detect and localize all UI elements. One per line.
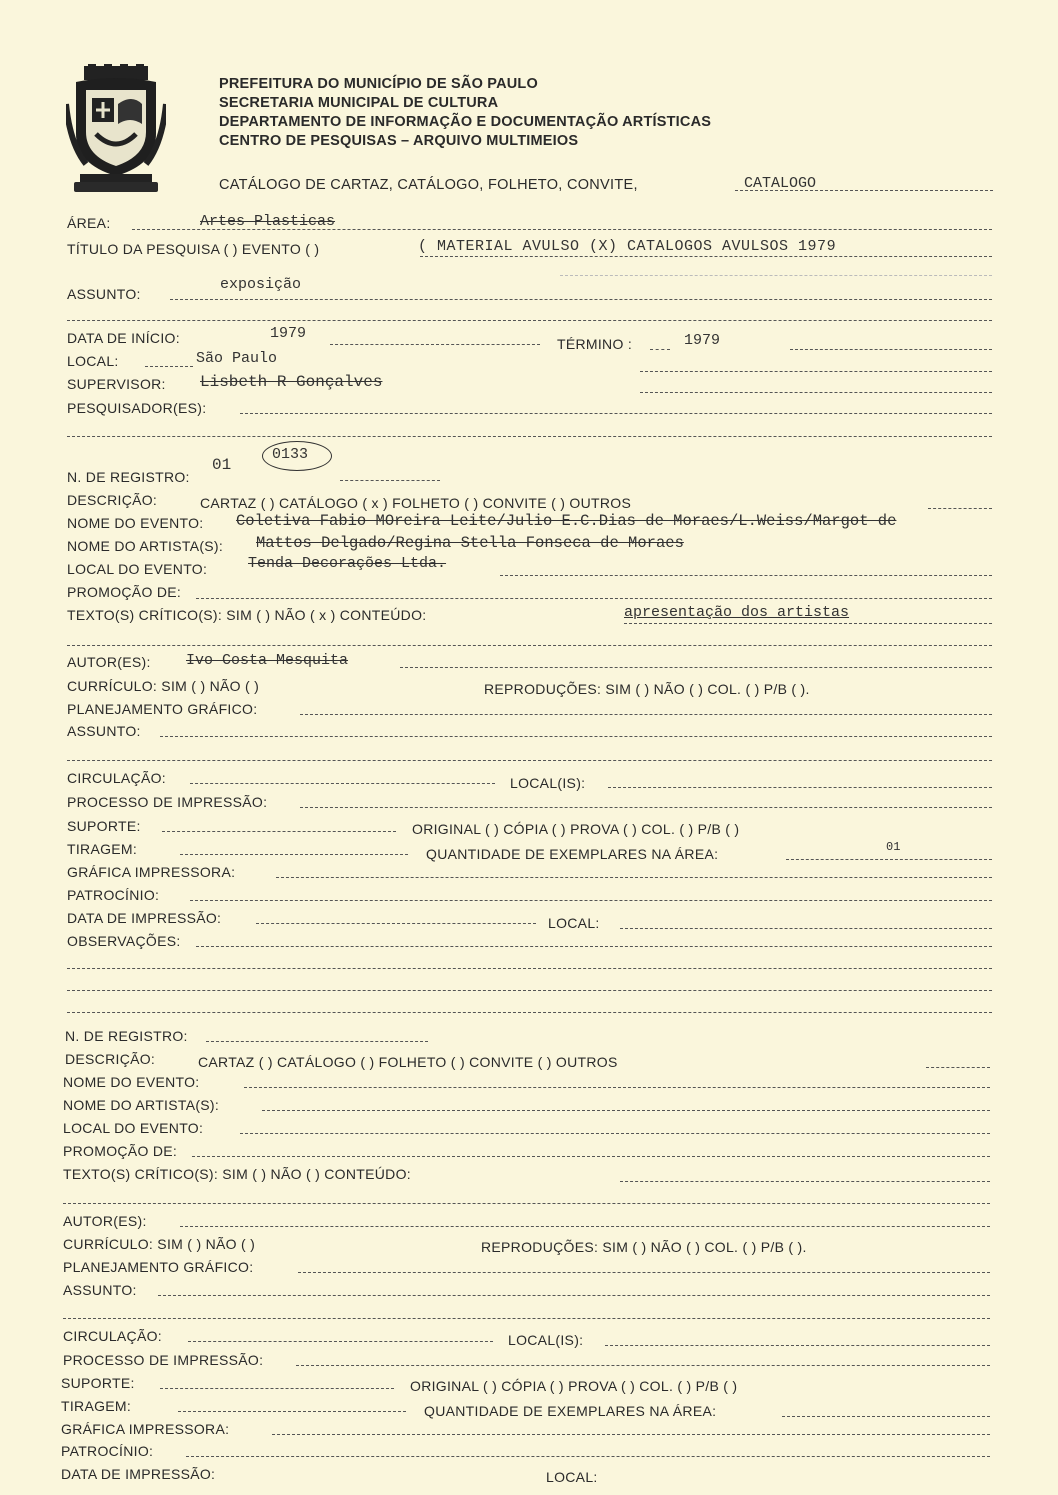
registro2-label: N. DE REGISTRO:: [65, 1028, 188, 1044]
termino-value: 1979: [684, 332, 721, 349]
promocao2-label: PROMOÇÃO DE:: [63, 1143, 178, 1159]
registro-label: N. DE REGISTRO:: [67, 469, 190, 485]
data-impressao2-label: DATA DE IMPRESSÃO:: [61, 1466, 216, 1482]
processo2-label: PROCESSO DE IMPRESSÃO:: [63, 1352, 264, 1368]
supervisor-value: Lisbeth R Gonçalves: [200, 373, 383, 391]
texto-critico2-label: TEXTO(S) CRÍTICO(S): SIM ( ) NÃO ( ) CONTEÚDO:: [63, 1166, 411, 1182]
quantidade-value: 01: [886, 840, 901, 854]
quantidade-label: QUANTIDADE DE EXEMPLARES NA ÁREA:: [426, 846, 719, 862]
area-label: ÁREA:: [67, 215, 111, 231]
suporte-options: ORIGINAL ( ) CÓPIA ( ) PROVA ( ) COL. ( ) P/B ( ): [412, 821, 740, 837]
catalog-label: CATÁLOGO DE CARTAZ, CATÁLOGO, FOLHETO, CONVITE,: [219, 177, 638, 193]
local-impressao2-label: LOCAL:: [546, 1469, 598, 1485]
assunto-label: ASSUNTO:: [67, 723, 141, 739]
evento2-label: NOME DO EVENTO:: [63, 1074, 200, 1090]
promocao-label: PROMOÇÃO DE:: [67, 584, 182, 600]
locais-label: LOCAL(IS):: [510, 775, 586, 791]
assunto-label: ASSUNTO:: [67, 286, 141, 302]
artista-label: NOME DO ARTISTA(S):: [67, 538, 224, 554]
area-value: Artes Plasticas: [200, 213, 336, 230]
descricao-options: CARTAZ ( ) CATÁLOGO ( x ) FOLHETO ( ) CONVITE ( ) OUTROS: [200, 495, 632, 511]
local-impressao-label: LOCAL:: [548, 915, 600, 931]
supervisor-label: SUPERVISOR:: [67, 376, 166, 392]
descricao2-label: DESCRIÇÃO:: [65, 1051, 156, 1067]
data-impressao-label: DATA DE IMPRESSÃO:: [67, 910, 222, 926]
header-block: [219, 75, 711, 151]
evento-label: NOME DO EVENTO:: [67, 515, 204, 531]
local-evento2-label: LOCAL DO EVENTO:: [63, 1120, 204, 1136]
local-label: LOCAL:: [67, 353, 119, 369]
tiragem2-label: TIRAGEM:: [61, 1398, 132, 1414]
descricao2-options: CARTAZ ( ) CATÁLOGO ( ) FOLHETO ( ) CONVITE ( ) OUTROS: [198, 1054, 618, 1070]
observacoes-label: OBSERVAÇÕES:: [67, 933, 181, 949]
registro-number: 0133: [272, 446, 309, 463]
locais2-label: LOCAL(IS):: [508, 1332, 584, 1348]
autor2-label: AUTOR(ES):: [63, 1213, 147, 1229]
texto-critico-label: TEXTO(S) CRÍTICO(S): SIM ( ) NÃO ( x ) CONTEÚDO:: [67, 607, 427, 623]
data-inicio-label: DATA DE INÍCIO:: [67, 330, 180, 346]
catalog-value: CATALOGO: [744, 175, 817, 192]
reproducoes-label: REPRODUÇÕES: SIM ( ) NÃO ( ) COL. ( ) P/B ( ).: [484, 681, 810, 697]
titulo-label: TÍTULO DA PESQUISA ( ) EVENTO ( ): [67, 241, 320, 257]
local-evento-value: Tenda Decorações Ltda.: [248, 555, 447, 572]
termino-label: TÉRMINO :: [557, 336, 633, 352]
circulacao-label: CIRCULAÇÃO:: [67, 770, 166, 786]
suporte-label: SUPORTE:: [67, 818, 141, 834]
planejamento2-label: PLANEJAMENTO GRÁFICO:: [63, 1259, 254, 1275]
artista-value: Mattos Delgado/Regina Stella Fonseca de Moraes: [256, 534, 684, 552]
assunto2-label: ASSUNTO:: [63, 1282, 137, 1298]
header-line: CENTRO DE PESQUISAS – ARQUIVO MULTIMEIOS: [219, 133, 579, 149]
data-inicio-value: 1979: [270, 325, 307, 342]
local-value: São Paulo: [196, 350, 278, 367]
header-line: PREFEITURA DO MUNICÍPIO DE SÃO PAULO: [219, 76, 538, 92]
header-line: DEPARTAMENTO DE INFORMAÇÃO E DOCUMENTAÇÃO ARTÍSTICAS: [219, 114, 712, 130]
conteudo-value: apresentação dos artistas: [624, 604, 850, 621]
planejamento-label: PLANEJAMENTO GRÁFICO:: [67, 701, 258, 717]
curriculo2-label: CURRÍCULO: SIM ( ) NÃO ( ): [63, 1236, 256, 1252]
patrocinio2-label: PATROCÍNIO:: [61, 1443, 154, 1459]
header-line: SECRETARIA MUNICIPAL DE CULTURA: [219, 95, 499, 111]
pesquisador-label: PESQUISADOR(ES):: [67, 400, 207, 416]
grafica2-label: GRÁFICA IMPRESSORA:: [61, 1421, 230, 1437]
curriculo-label: CURRÍCULO: SIM ( ) NÃO ( ): [67, 678, 260, 694]
local-evento-label: LOCAL DO EVENTO:: [67, 561, 208, 577]
titulo-value: ( MATERIAL AVULSO (X) CATALOGOS AVULSOS 1979: [418, 238, 837, 255]
patrocinio-label: PATROCÍNIO:: [67, 887, 160, 903]
autor-value: Ivo Costa Mesquita: [186, 652, 349, 669]
autor-label: AUTOR(ES):: [67, 654, 151, 670]
registro-prefix: 01: [212, 456, 232, 474]
grafica-label: GRÁFICA IMPRESSORA:: [67, 864, 236, 880]
suporte2-label: SUPORTE:: [61, 1375, 135, 1391]
tiragem-label: TIRAGEM:: [67, 841, 138, 857]
descricao-label: DESCRIÇÃO:: [67, 492, 158, 508]
circulacao2-label: CIRCULAÇÃO:: [63, 1328, 162, 1344]
suporte2-options: ORIGINAL ( ) CÓPIA ( ) PROVA ( ) COL. ( ) P/B ( ): [410, 1378, 738, 1394]
quantidade2-label: QUANTIDADE DE EXEMPLARES NA ÁREA:: [424, 1403, 717, 1419]
evento-value: Coletiva Fabio MOreira Leite/Julio E.C.Dias de Moraes/L.Weiss/Margot de: [236, 512, 897, 530]
processo-label: PROCESSO DE IMPRESSÃO:: [67, 794, 268, 810]
reproducoes2-label: REPRODUÇÕES: SIM ( ) NÃO ( ) COL. ( ) P/B ( ).: [481, 1239, 807, 1255]
artista2-label: NOME DO ARTISTA(S):: [63, 1097, 220, 1113]
coat-of-arms-icon: [66, 64, 166, 196]
assunto-value: exposição: [220, 276, 302, 293]
cropped-bottom-row: [0, 1466, 1058, 1495]
